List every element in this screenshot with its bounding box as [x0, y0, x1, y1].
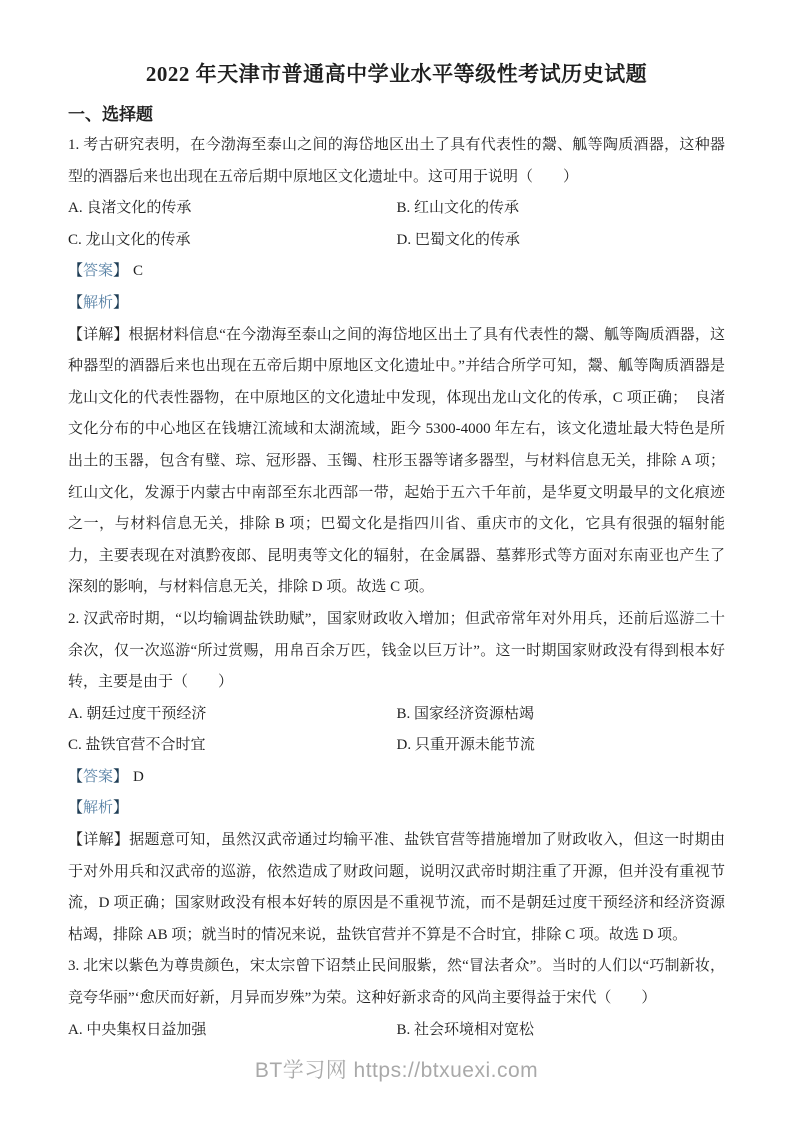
detail-paragraph [68, 320, 725, 604]
options-grid [68, 193, 725, 256]
answer-line [68, 256, 725, 288]
analysis-label: 解析 [83, 800, 114, 817]
option-a: A. 朝廷过度干预经济 [68, 705, 207, 722]
footer-watermark: BT学习网 https://btxuexi.com [254, 1059, 539, 1082]
analysis-bracket-open: 【 [68, 294, 84, 311]
analysis-line [68, 288, 725, 320]
answer-bracket-open: 【 [68, 768, 84, 785]
option-a: A. 良渚文化的传承 [68, 200, 192, 217]
answer-value: D [133, 768, 144, 785]
detail-label: 【详解】 [68, 832, 130, 849]
options-grid [68, 1015, 725, 1047]
question-stem: 1. 考古研究表明，在今渤海至泰山之间的海岱地区出土了具有代表性的鬶、觚等陶质酒器，这种器型的酒器后来也出现在五帝后期中原地区文化遗址中。这可用于说明（ ） [68, 137, 725, 185]
analysis-bracket-close: 】 [113, 294, 129, 311]
detail-paragraph [68, 825, 725, 951]
option-c: C. 盐铁官营不合时宜 [68, 737, 206, 754]
option-b: B. 红山文化的传承 [396, 200, 520, 217]
answer-value: C [133, 263, 144, 280]
detail-text: 据题意可知，虽然汉武帝通过均输平准、盐铁官营等措施增加了财政收入，但这一时期由于对外用兵和汉武帝的巡游，依然造成了财政问题，说明汉武帝时期注重了开源，但并没有重视节流，D 项正确；国家财政没有根本好转的原因是不重视节流，而不是朝廷过度干预经济和经济资源枯竭，排除 AB 项；就当时的情况来说，盐铁官营并不算是不合时宜，排除 C 项。故选 D 项。 [68, 832, 725, 943]
page-title: 2022 年天津市普通高中学业水平等级性考试历史试题 [145, 62, 648, 86]
detail-text: 根据材料信息“在今渤海至泰山之间的海岱地区出土了具有代表性的鬶、觚等陶质酒器，这种器型的酒器后来也出现在五帝后期中原地区文化遗址中。”并结合所学可知，鬶、觚等陶质酒器是龙山文化的代表性器物，在中原地区的文化遗址中发现，体现出龙山文化的传承，C 项正确； 良渚文化分布的中心地区在钱塘江流域和太湖流域，距今 5300-4000 年左右，该文化遗址最大特色是所出土的玉器，包含有璧、琮、冠形器、玉镯、柱形玉器等诸多器型，与材料信息无关，排除 A 项；红山文化，发源于内蒙古中南部至东北西部一带，起始于五六千年前，是华夏文明最早的文化痕迹之一，与材料信息无关，排除 B 项；巴蜀文化是指四川省、重庆市的文化，它具有很强的辐射能力，主要表现在对滇黔夜郎、昆明夷等文化的辐射，在金属器、墓葬形式等方面对东南亚也产生了深刻的影响，与材料信息无关，排除 D 项。故选 C 项。 [68, 326, 725, 596]
answer-label: 答案 [83, 768, 114, 785]
option-d: D. 只重开源未能节流 [396, 737, 535, 754]
question-stem: 2. 汉武帝时期，“以均输调盐铁助赋”，国家财政收入增加；但武帝常年对外用兵，还前后巡游二十余次，仅一次巡游“所过赏赐，用帛百余万匹，钱金以巨万计”。这一时期国家财政没有得到根本好转，主要是由于（ ） [68, 610, 725, 691]
answer-bracket-open: 【 [68, 263, 84, 280]
section-heading: 一、选择题 [68, 105, 153, 124]
question-block [68, 604, 725, 952]
option-b: B. 社会环境相对宽松 [396, 1021, 535, 1038]
answer-line [68, 762, 725, 794]
answer-bracket-close: 】 [113, 263, 129, 280]
question-list [68, 130, 725, 1046]
analysis-bracket-open: 【 [68, 800, 84, 817]
option-a: A. 中央集权日益加强 [68, 1021, 207, 1038]
answer-label: 答案 [83, 263, 114, 280]
analysis-bracket-close: 】 [113, 800, 129, 817]
option-c: C. 龙山文化的传承 [68, 231, 191, 248]
option-b: B. 国家经济资源枯竭 [396, 705, 535, 722]
question-block [68, 951, 725, 1046]
question-stem: 3. 北宋以紫色为尊贵颜色，宋太宗曾下诏禁止民间服紫，然“冒法者众”。当时的人们以“巧制新妆，竞夸华丽”‘愈厌而好新，月异而岁殊”为荣。这种好新求奇的风尚主要得益于宋代（ ） [68, 958, 725, 1007]
detail-label: 【详解】 [68, 326, 129, 343]
options-grid [68, 699, 725, 762]
analysis-label: 解析 [83, 294, 114, 311]
analysis-line [68, 793, 725, 825]
question-block [68, 130, 725, 604]
option-d: D. 巴蜀文化的传承 [396, 231, 520, 248]
answer-bracket-close: 】 [113, 768, 129, 785]
